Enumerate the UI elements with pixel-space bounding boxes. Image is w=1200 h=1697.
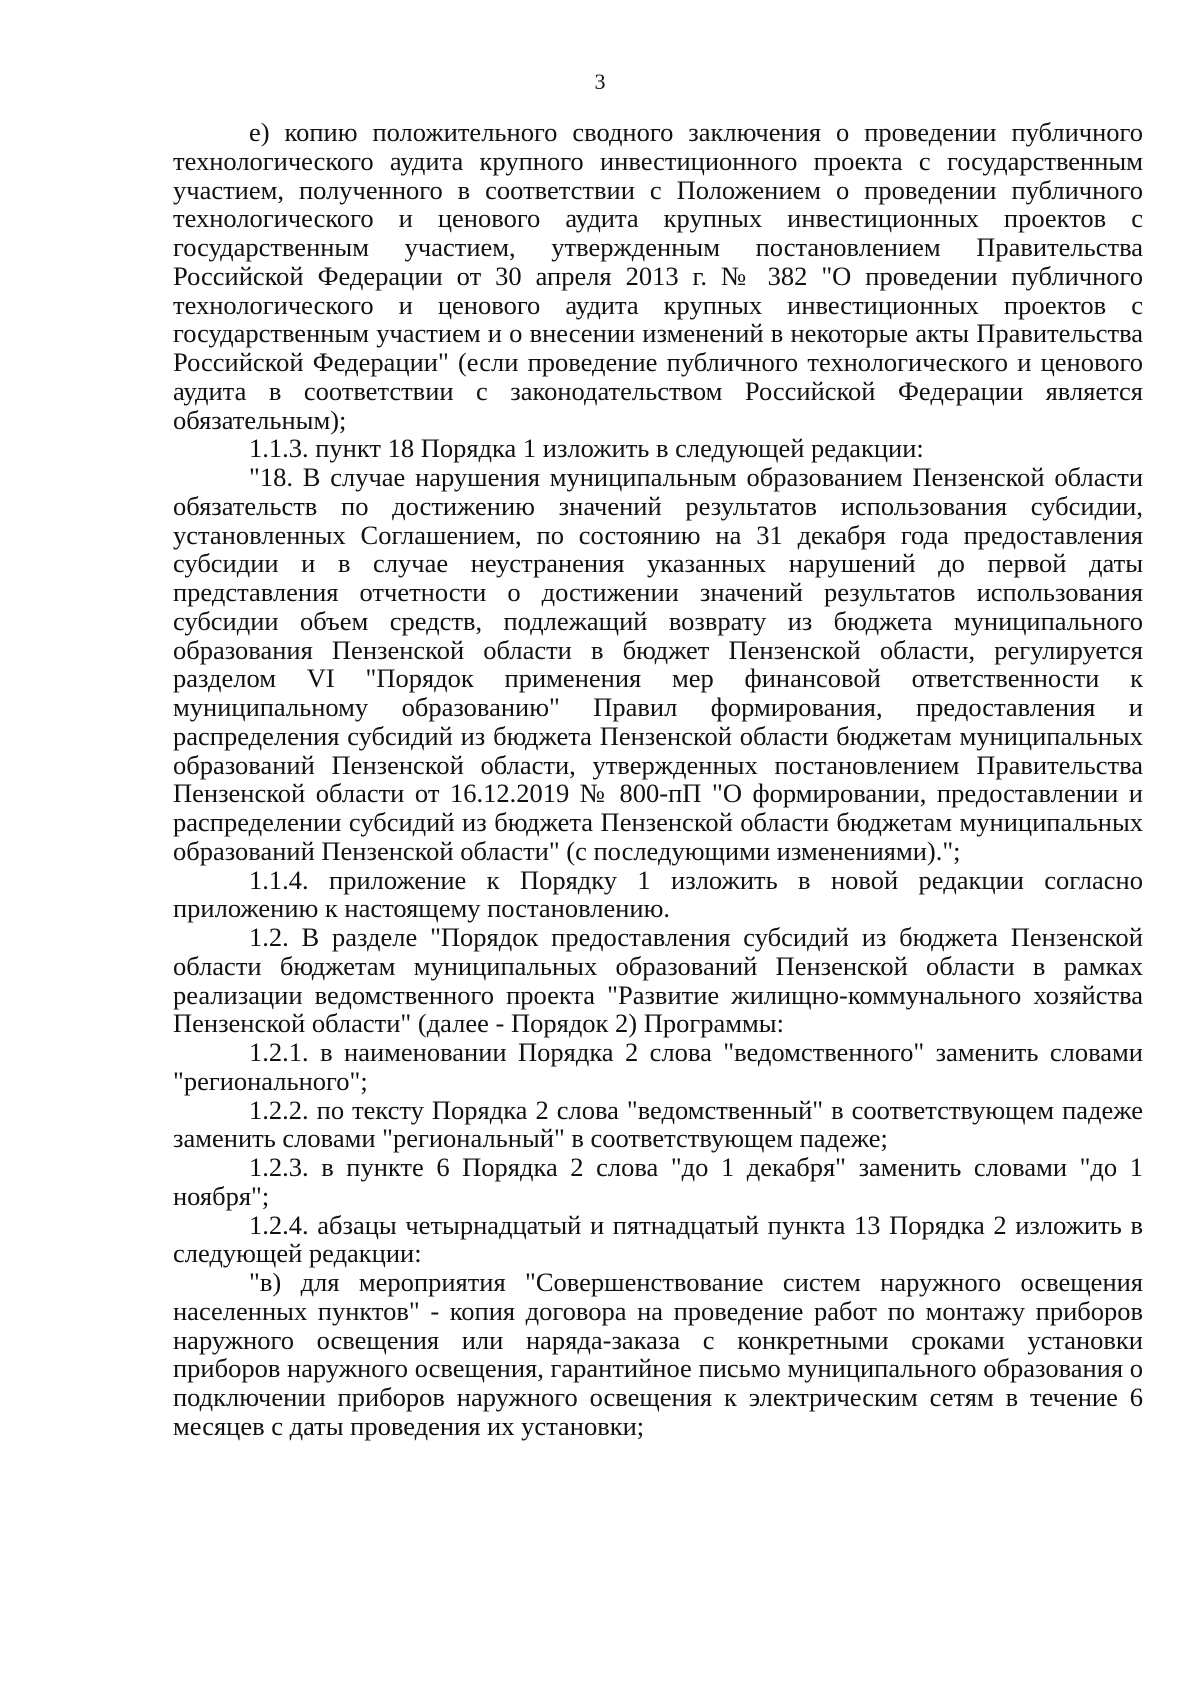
paragraph-item-v-lighting: "в) для мероприятия "Совершенствование систем наружного освещения населенных пунктов" - копия договора на проведение работ по монтажу приборов наружного освещения или наряда-заказа с конкретными сроками установки приборов наружного освещения, гарантийное письмо муниципального образования о подключении приборов наружного освещения к электрическим сетям в течение 6 месяцев с даты проведения их установки; [173, 1267, 1143, 1441]
document-body [173, 118, 1143, 1441]
paragraph-1-2: 1.2. В разделе "Порядок предоставления субсидий из бюджета Пензенской области бюджетам муниципальных образований Пензенской области в рамках реализации ведомственного проекта "Развитие жилищно-коммунального хозяйства Пензенской области" (далее - Порядок 2) Программы: [173, 922, 1143, 1039]
paragraph-1-2-4: 1.2.4. абзацы четырнадцатый и пятнадцатый пункта 13 Порядка 2 изложить в следующей редакции: [173, 1209, 1143, 1269]
paragraph-point-18-text: "18. В случае нарушения муниципальным образованием Пензенской области обязательств по достижению значений результатов использования субсидии, установленных Соглашением, по состоянию на 31 декабря года предоставления субсидии и в случае неустранения указанных нарушений до первой даты представления отчетности о достижении значений результатов использования субсидии объем средств, подлежащий возврату из бюджета муниципального образования Пензенской области в бюджет Пензенской области, регулируется разделом VI "Порядок применения мер финансовой ответственности к муниципальному образованию" Правил формирования, предоставления и распределения субсидий из бюджета Пензенской области бюджетам муниципальных образований Пензенской области, утвержденных постановлением Правительства Пензенской области от 16.12.2019 № 800-пП "О формировании, предоставлении и распределении субсидий из бюджета Пензенской области бюджетам муниципальных образований Пензенской области" (с последующими изменениями)."; [173, 462, 1143, 866]
paragraph-1-1-3: 1.1.3. пункт 18 Порядка 1 изложить в следующей редакции: [249, 433, 924, 464]
page-number: 3 [594, 69, 606, 94]
paragraph-1-2-1: 1.2.1. в наименовании Порядка 2 слова "ведомственного" заменить словами "регионального"; [173, 1037, 1143, 1096]
paragraph-1-1-4: 1.1.4. приложение к Порядку 1 изложить в новой редакции согласно приложению к настоящему постановлению. [173, 864, 1143, 924]
paragraph-1-2-2: 1.2.2. по тексту Порядка 2 слова "ведомственный" в соответствующем падеже заменить словами "региональный" в соответствующем падеже; [173, 1094, 1143, 1154]
paragraph-item-e-audit-conclusion: е) копию положительного сводного заключения о проведении публичного технологического аудита крупного инвестиционного проекта с государственным участием, полученного в соответствии с Положением о проведении публичного технологического и ценового аудита крупных инвестиционных проектов с государственным участием, утвержденным постановлением Правительства Российской Федерации от 30 апреля 2013 г. № 382 "О проведении публичного технологического и ценового аудита крупных инвестиционных проектов с государственным участием и о внесении изменений в некоторые акты Правительства Российской Федерации" (если проведение публичного технологического и ценового аудита в соответствии с законодательством Российской Федерации является обязательным); [173, 117, 1143, 435]
paragraph-1-2-3: 1.2.3. в пункте 6 Порядка 2 слова "до 1 декабря" заменить словами "до 1 ноября"; [173, 1152, 1143, 1211]
